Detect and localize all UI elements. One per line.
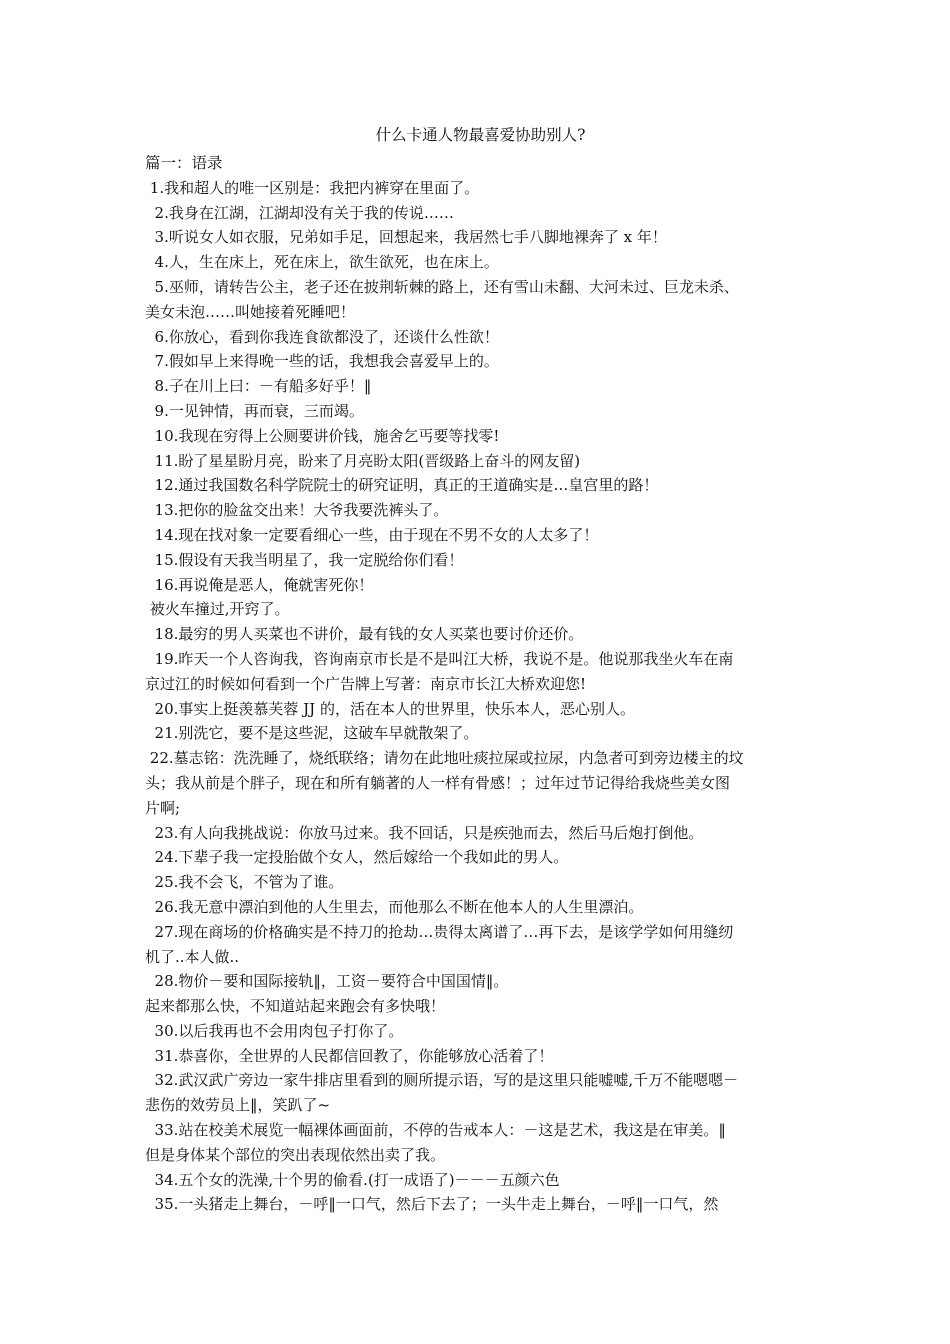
section-heading: 篇一：语录 — [145, 154, 223, 172]
text-line: 19.昨天一个人咨询我，咨询南京市长是不是叫江大桥，我说不是。他说那我坐火车在南 — [145, 649, 734, 668]
text-line: 12.通过我国数名科学院院士的研究证明，真正的王道确实是…皇宫里的路！ — [145, 476, 659, 495]
document-page — [145, 123, 810, 1217]
text-line: 24.下辈子我一定投胎做个女人，然后嫁给一个我如此的男人。 — [145, 848, 569, 867]
text-line: 21.别洗它，要不是这些泥，这破车早就散架了。 — [145, 724, 479, 743]
text-line: 16.再说俺是恶人，俺就害死你！ — [145, 575, 374, 594]
text-line: 26.我无意中漂泊到他的人生里去，而他那么不断在他本人的人生里漂泊。 — [145, 897, 644, 916]
text-line: 28.物价－要和国际接轨‖，工资－要符合中国国情‖。 — [145, 972, 509, 991]
text-line: 20.事实上挺羡慕芙蓉 JJ 的，活在本人的世界里，快乐本人，恶心别人。 — [145, 699, 635, 718]
text-line: 片啊; — [145, 798, 181, 817]
text-line: 1.我和超人的唯一区别是：我把内裤穿在里面了。 — [145, 178, 480, 197]
text-line: 14.现在找对象一定要看细心一些，由于现在不男不女的人太多了！ — [145, 525, 599, 544]
text-line: 6.你放心，看到你我连食欲都没了，还谈什么性欲！ — [145, 327, 499, 346]
text-line: 33.站在校美术展览一幅裸体画面前，不停的告戒本人：－这是艺术，我这是在审美。‖ — [145, 1121, 726, 1140]
text-line: 32.武汉武广旁边一家牛排店里看到的厕所提示语，写的是这里只能嘘嘘,千万不能嗯嗯－ — [145, 1071, 739, 1090]
text-line: 被火车撞过,开窍了。 — [145, 600, 290, 619]
document-body — [145, 176, 810, 1217]
text-line: 30.以后我再也不会用肉包子打你了。 — [145, 1021, 404, 1040]
text-line: 5.巫师，请转告公主，老子还在披荆斩棘的路上，还有雪山未翻、大河未过、巨龙未杀、 — [145, 277, 739, 296]
text-line: 7.假如早上来得晚一些的话，我想我会喜爱早上的。 — [145, 352, 499, 371]
text-line: 34.五个女的洗澡,十个男的偷看.(打一成语了)－－－五颜六色 — [145, 1170, 560, 1189]
text-line: 18.最穷的男人买菜也不讲价，最有钱的女人买菜也要讨价还价。 — [145, 625, 584, 644]
text-line: 15.假设有天我当明星了，我一定脱给你们看！ — [145, 550, 464, 569]
text-line: 22.墓志铭：洗洗睡了，烧纸联络；请勿在此地吐痰拉屎或拉尿，内急者可到旁边楼主的坟 — [145, 749, 744, 768]
text-line: 头；我从前是个胖子，现在和所有躺著的人一样有骨感！；过年过节记得给我烧些美女图 — [145, 773, 731, 792]
text-line: 35.一头猪走上舞台，－呼‖一口气，然后下去了；一头牛走上舞台，－呼‖一口气，然 — [145, 1195, 719, 1214]
text-line: 25.我不会飞，不管为了谁。 — [145, 873, 344, 892]
text-line: 3.听说女人如衣服，兄弟如手足，回想起来，我居然七手八脚地裸奔了 x 年！ — [145, 228, 667, 247]
text-line: 13.把你的脸盆交出来！大爷我要洗裤头了。 — [145, 501, 449, 520]
text-line: 11.盼了星星盼月亮，盼来了月亮盼太阳(晋级路上奋斗的网友留) — [145, 451, 581, 470]
text-line: 机了..本人做.. — [145, 947, 240, 966]
text-line: 悲伤的效劳员上‖，笑趴了~ — [145, 1096, 331, 1115]
text-line: 9.一见钟情，再而衰，三而竭。 — [145, 401, 364, 420]
text-line: 23.有人向我挑战说：你放马过来。我不回话，只是疾弛而去，然后马后炮打倒他。 — [145, 823, 704, 842]
text-line: 美女未泡……叫她接着死睡吧！ — [145, 302, 356, 321]
text-line: 4.人，生在床上，死在床上，欲生欲死，也在床上。 — [145, 253, 499, 272]
text-line: 但是身体某个部位的突出表现依然出卖了我。 — [145, 1145, 446, 1164]
text-line: 京过江的时候如何看到一个广告牌上写著：南京市长江大桥欢迎您! — [145, 674, 587, 693]
text-line: 8.子在川上曰：－有船多好乎！‖ — [145, 377, 372, 396]
text-line: 起来都那么快，不知道站起来跑会有多快哦！ — [145, 997, 446, 1016]
text-line: 31.恭喜你，全世界的人民都信回教了，你能够放心活着了！ — [145, 1046, 554, 1065]
text-line: 27.现在商场的价格确实是不持刀的抢劫…贵得太离谱了…再下去，是该学学如何用缝纫 — [145, 922, 734, 941]
text-line: 10.我现在穷得上公厕要讲价钱，施舍乞丐要等找零! — [145, 426, 500, 445]
text-line: 2.我身在江湖，江湖却没有关于我的传说…… — [145, 203, 454, 222]
document-title: 什么卡通人物最喜爱协助别人? — [375, 126, 586, 144]
